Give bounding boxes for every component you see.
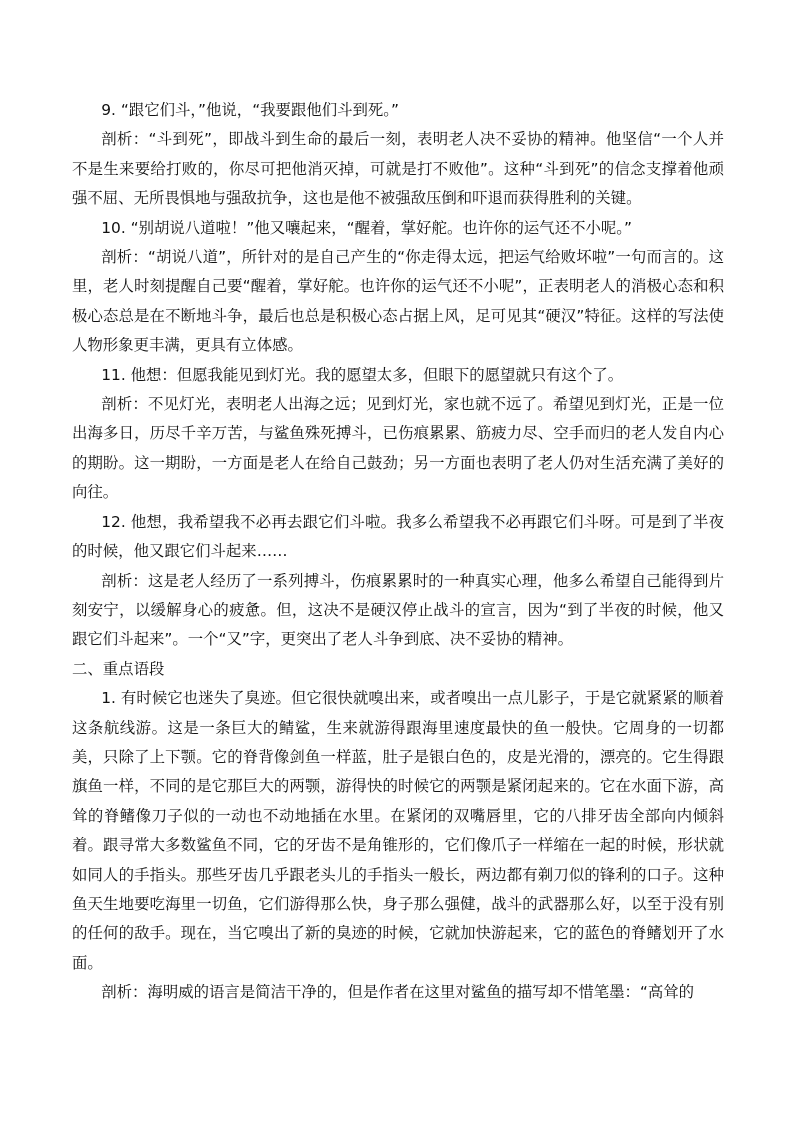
quote-11: 11. 他想：但愿我能见到灯光。我的愿望太多，但眼下的愿望就只有这个了。	[101, 365, 624, 384]
analysis-9: 剖析：“斗到死”，即战斗到生命的最后一刻，表明老人决不妥协的精神。他坚信“一个人并不是生来要给打败的，你尽可把他消灭掉，可就是打不败他”。这种“斗到死”的信念支撑着他顽强不屈、无所畏惧地与强敌抗争，这也是他不被强敌压倒和吓退而获得胜利的关键。	[72, 130, 724, 208]
quote-10: 10. “别胡说八道啦！”他又嚷起来，“醒着，掌好舵。也许你的运气还不小呢。”	[101, 218, 632, 237]
section-heading-key-passages: 二、重点语段	[72, 659, 165, 678]
analysis-12: 剖析：这是老人经历了一系列搏斗，伤痕累累时的一种真实心理，他多么希望自己能得到片刻安宁，以缓解身心的疲惫。但，这决不是硬汉停止战斗的宣言，因为“到了半夜的时候，他又跟它们斗起来”。一个“又”字，更突出了老人斗争到底、决不妥协的精神。	[72, 571, 724, 649]
analysis-11: 剖析：不见灯光，表明老人出海之远；见到灯光，家也就不远了。希望见到灯光，正是一位出海多日，历尽千辛万苦，与鲨鱼殊死搏斗，已伤痕累累、筋疲力尽、空手而归的老人发自内心的期盼。这一期盼，一方面是老人在给自己鼓劲；另一方面也表明了老人仍对生活充满了美好的向往。	[72, 395, 724, 502]
key-passage-1: 1. 有时候它也迷失了臭迹。但它很快就嗅出来，或者嗅出一点儿影子，于是它就紧紧的顺着这条航线游。这是一条巨大的鲭鲨，生来就游得跟海里速度最快的鱼一般快。它周身的一切都美，只除了上下颚。它的脊背像剑鱼一样蓝，肚子是银白色的，皮是光滑的，漂亮的。它生得跟旗鱼一样，不同的是它那巨大的两颚，游得快的时候它的两颚是紧闭起来的。它在水面下游，高耸的脊鳍像刀子似的一动也不动地插在水里。在紧闭的双嘴唇里，它的八排牙齿全部向内倾斜着。跟寻常大多数鲨鱼不同，它的牙齿不是角锥形的，它们像爪子一样缩在一起的时候，形状就如同人的手指头。那些牙齿几乎跟老头儿的手指头一般长，两边都有剃刀似的锋利的口子。这种鱼天生地要吃海里一切鱼，它们游得那么快，身子那么强健，战斗的武器那么好，以至于没有别的任何的敌手。现在，当它嗅出了新的臭迹的时候，它就加快游起来，它的蓝色的脊鳍划开了水面。	[72, 689, 724, 972]
analysis-key-passage-1: 剖析：海明威的语言是简洁干净的，但是作者在这里对鲨鱼的描写却不惜笔墨：“高耸的	[101, 983, 695, 1002]
analysis-10: 剖析：“胡说八道”，所针对的是自己产生的“你走得太远，把运气给败坏啦”一句而言的。这里，老人时刻提醒自己要“醒着，掌好舵。也许你的运气还不小呢”，正表明老人的消极心态和积极心态总是在不断地斗争，最后也总是积极心态占据上风，足可见其“硬汉”特征。这样的写法使人物形象更丰满，更具有立体感。	[72, 248, 724, 355]
quote-9: 9. “跟它们斗，”他说，“我要跟他们斗到死。”	[101, 101, 399, 119]
document-page	[72, 96, 724, 1008]
quote-12: 12. 他想，我希望我不必再去跟它们斗啦。我多么希望我不必再跟它们斗呀。可是到了半夜的时候，他又跟它们斗起来……	[72, 512, 724, 561]
